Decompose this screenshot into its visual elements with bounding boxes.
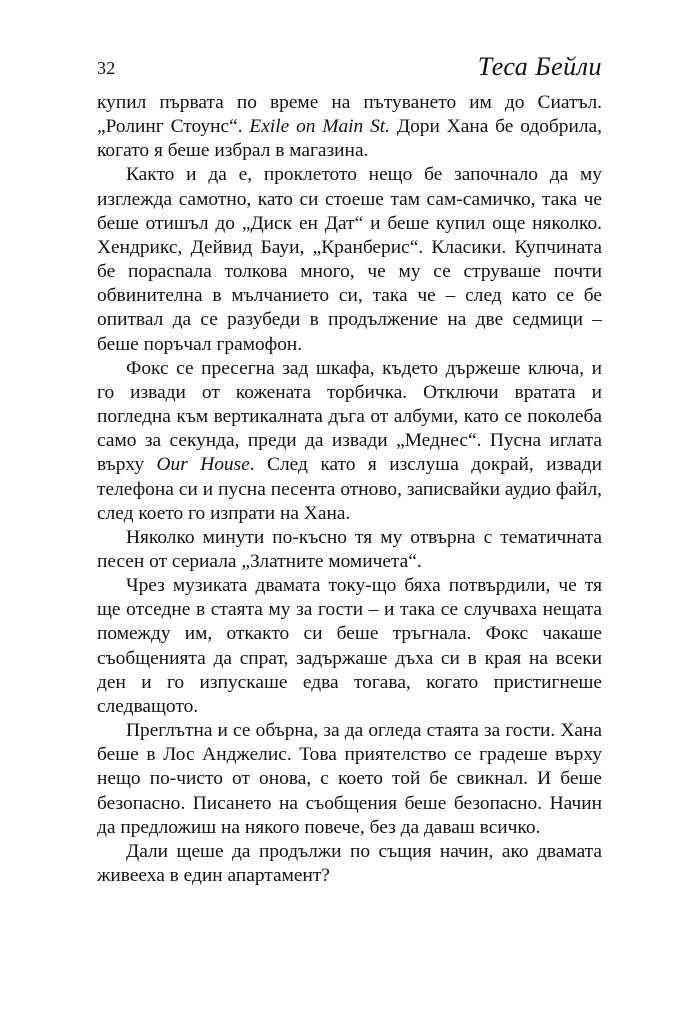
song-title: Our House xyxy=(156,454,250,476)
text-run: Няколко минути по-късно тя му отвърна с тематичната песен от сериала „Златните момичета“. xyxy=(97,526,602,572)
text-run: . След като я изслуша докрай, извади телефона си и пусна песента отново, записвайки аудио файл, след което го изпрати на Хана. xyxy=(97,454,603,524)
paragraph xyxy=(97,719,602,840)
text-run: Фокс се пресегна зад шкафа, където държеше ключа, и го извади от кожената торбичка. Отключи вратата и погледна към вертикалната дъга от албуми, като се поколеба само за секунда, преди да извади „Меднес“. Пусна иглата върху xyxy=(97,357,602,476)
page-header xyxy=(97,52,602,86)
paragraph xyxy=(97,840,602,888)
text-run: Както и да е, проклетото нещо бе започнало да му изглежда самотно, като си стоеше там сам-самичко, така че беше отишъл до „Диск ен Дат“ и беше купил още няколко. Хендрикс, Дейвид Бауи, „Кранберис“. Класики. Купчината бе порасnала толкова много, че му се струваше почти обвинителна в мълчанието си, така че – след като се бе опитвал да се разубеди в продължение на две седмици – беше поръчал грамофон. xyxy=(97,164,602,355)
paragraph xyxy=(97,91,602,163)
page-number: 32 xyxy=(97,58,116,78)
running-head-author: Теса Бейли xyxy=(477,52,602,81)
text-run: Дори Хана бе одобрила, когато я беше избрал в магазина. xyxy=(97,116,602,162)
album-title: Exile on Main St. xyxy=(249,116,391,138)
text-run: Преглътна и се обърна, за да огледа стаята за гости. Хана беше в Лос Анджелис. Това приятелство се градеше върху нещо по-чисто от онова, с което той бе свикнал. И беше безопасно. Писането на съобщения беше безопасно. Начин да предложиш на някого повече, без да даваш всичко. xyxy=(97,720,602,838)
paragraph xyxy=(97,526,602,574)
paragraph xyxy=(97,357,602,526)
text-run: купил първата по време на пътуването им до Сиатъл. „Ролинг Стоунс“. xyxy=(97,92,602,138)
text-run: Чрез музиката двамата току-що бяха потвърдили, че тя ще отседне в стаята му за гости – и така се случваха нещата помежду им, откакто си беше тръгнала. Фокс чакаше съобщенията да спрат, задържаше дъха си в края на всеки ден и го изпускаше едва тогава, когато пристигнеше следващото. xyxy=(97,575,602,717)
body-text xyxy=(97,91,602,888)
paragraph xyxy=(97,574,602,719)
paragraph xyxy=(97,163,602,356)
text-run: Дали щеше да продължи по същия начин, ако двамата живееха в един апартамент? xyxy=(97,840,602,886)
